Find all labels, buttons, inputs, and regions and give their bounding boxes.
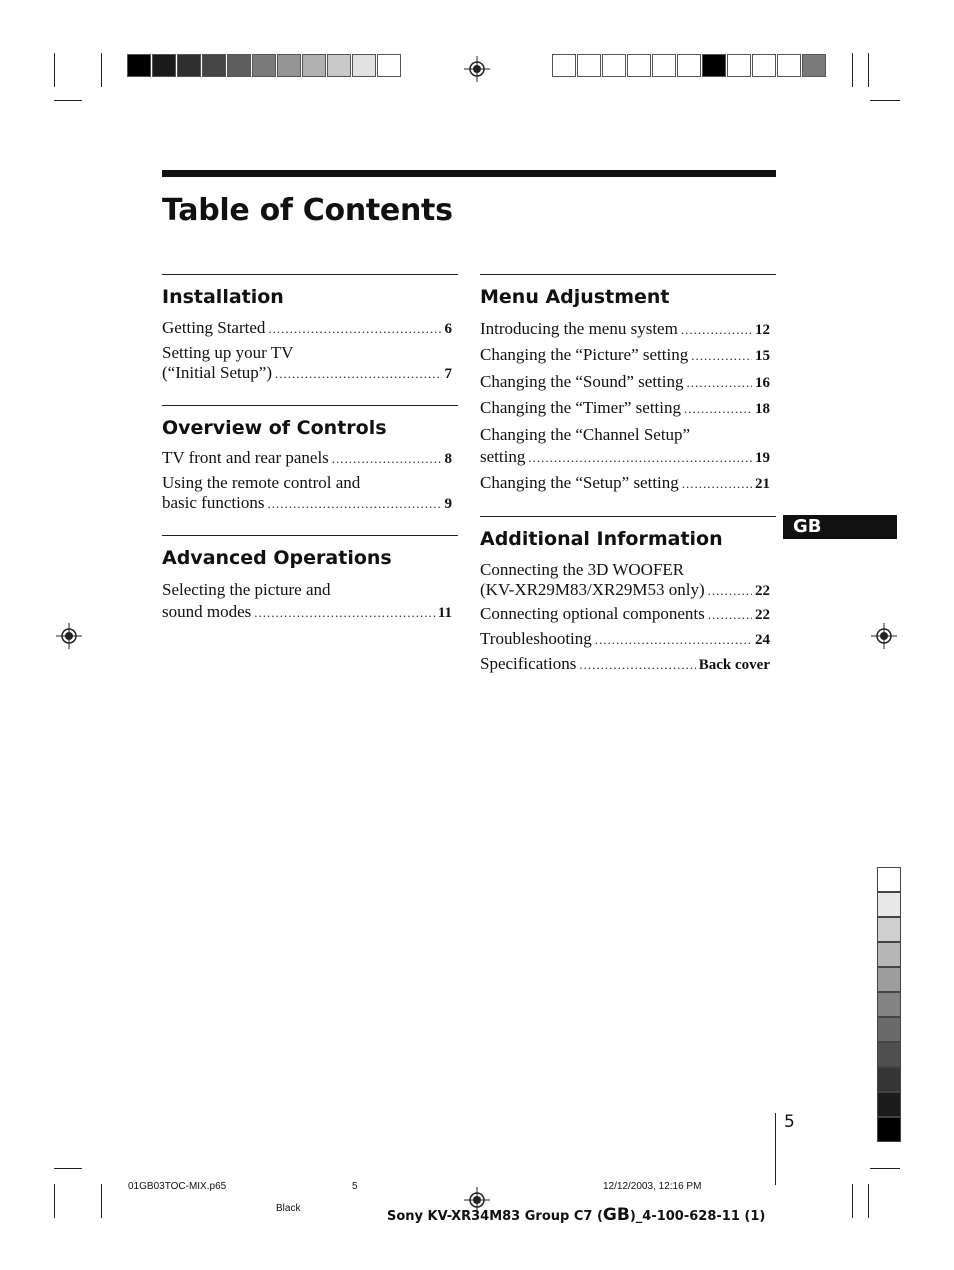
toc-entry-text: Selecting the picture and	[162, 580, 331, 599]
toc-page-number: 8	[444, 451, 452, 467]
crop-mark	[852, 53, 853, 87]
section-rule	[480, 274, 776, 275]
language-tab	[783, 515, 897, 539]
toc-entry-text: Getting Started	[162, 318, 266, 337]
toc-page-number: 12	[755, 322, 770, 338]
section-heading-menu-adjustment: Menu Adjustment	[480, 286, 670, 308]
toc-entry-text: setting	[480, 447, 526, 466]
toc-entry-text: Changing the “Timer” setting	[480, 398, 681, 417]
color-swatch	[877, 1067, 901, 1092]
toc-entry[interactable]	[480, 398, 770, 419]
leader-dots	[579, 655, 695, 675]
section-rule	[162, 274, 458, 275]
left-column	[162, 0, 458, 1270]
toc-entry-text: Changing the “Channel Setup”	[480, 425, 691, 444]
crop-mark	[868, 53, 869, 87]
right-column	[480, 0, 776, 1270]
toc-entry[interactable]	[480, 319, 770, 340]
toc-entry[interactable]	[480, 654, 770, 675]
crop-mark	[101, 53, 102, 87]
toc-entry-text: Changing the “Picture” setting	[480, 345, 689, 364]
toc-page-number: 24	[755, 632, 770, 648]
color-swatch	[877, 1117, 901, 1142]
toc-page-number: 18	[755, 401, 770, 417]
leader-dots	[708, 581, 752, 601]
crop-mark	[870, 100, 900, 101]
crop-mark	[852, 1184, 853, 1218]
toc-entry-text: Connecting the 3D WOOFER	[480, 560, 685, 579]
toc-page-number: 21	[755, 476, 770, 492]
toc-entry-text: Changing the “Sound” setting	[480, 372, 684, 391]
color-swatch	[777, 54, 801, 77]
toc-page-number: 9	[444, 496, 452, 512]
footer-model	[387, 1205, 765, 1225]
crop-mark	[54, 1184, 55, 1218]
toc-entry-text: Using the remote control and	[162, 473, 361, 492]
toc-page-number: Back cover	[698, 657, 770, 673]
section-heading-overview-of-controls: Overview of Controls	[162, 417, 387, 439]
toc-page-number: 22	[755, 607, 770, 623]
crop-mark	[54, 100, 82, 101]
section-rule	[162, 405, 458, 406]
color-swatch	[802, 54, 826, 77]
toc-entry[interactable]	[480, 604, 770, 625]
toc-entry[interactable]	[480, 629, 770, 650]
toc-entry-text: TV front and rear panels	[162, 448, 329, 467]
crop-mark	[54, 1168, 82, 1169]
crop-mark	[868, 1184, 869, 1218]
footer-model-prefix: Sony KV-XR34M83 Group C7 (	[387, 1209, 603, 1224]
toc-entry-text: basic functions	[162, 493, 265, 512]
color-swatch	[877, 867, 901, 892]
section-rule	[480, 516, 776, 517]
leader-dots	[595, 630, 752, 650]
footer-color: Black	[276, 1203, 301, 1214]
toc-entry-text: Introducing the menu system	[480, 319, 678, 338]
leader-dots	[687, 373, 752, 393]
page-number: 5	[784, 1112, 795, 1132]
leader-dots	[681, 320, 752, 340]
toc-page-number: 7	[444, 366, 452, 382]
color-swatch	[877, 1017, 901, 1042]
color-swatch	[877, 1092, 901, 1117]
toc-entry-text: Setting up your TV	[162, 343, 294, 362]
toc-entry[interactable]	[162, 580, 452, 623]
toc-entry-text: Specifications	[480, 654, 577, 673]
language-tab-label: GB	[793, 516, 822, 537]
leader-dots	[528, 448, 752, 468]
toc-entry-text: Troubleshooting	[480, 629, 592, 648]
leader-dots	[332, 449, 442, 469]
toc-entry[interactable]	[162, 318, 452, 339]
toc-entry-text: Connecting optional components	[480, 604, 705, 623]
toc-entry[interactable]	[162, 473, 452, 514]
crop-mark	[54, 53, 55, 87]
toc-entry[interactable]	[480, 560, 770, 601]
color-swatch	[877, 1042, 901, 1067]
registration-mark-icon	[56, 623, 82, 649]
section-heading-installation: Installation	[162, 286, 284, 308]
leader-dots	[275, 364, 442, 384]
toc-entry[interactable]	[480, 372, 770, 393]
footer-filename: 01GB03TOC-MIX.p65	[128, 1181, 227, 1192]
crop-mark	[101, 1184, 102, 1218]
footer-model-suffix: )_4-100-628-11 (1)	[629, 1209, 766, 1224]
toc-entry-text: Changing the “Setup” setting	[480, 473, 679, 492]
leader-dots	[682, 474, 752, 494]
page-number-rule	[775, 1113, 776, 1185]
leader-dots	[267, 494, 441, 514]
toc-entry-text: (KV-XR29M83/XR29M53 only)	[480, 580, 705, 599]
leader-dots	[254, 603, 435, 623]
leader-dots	[691, 346, 752, 366]
color-swatch	[877, 967, 901, 992]
color-swatch	[877, 917, 901, 942]
toc-page-number: 15	[755, 348, 770, 364]
footer-model-gb: GB	[602, 1205, 630, 1225]
toc-page-number: 19	[755, 450, 770, 466]
leader-dots	[708, 605, 752, 625]
toc-entry[interactable]	[162, 448, 452, 469]
crop-mark	[870, 1168, 900, 1169]
toc-page-number: 11	[437, 605, 452, 621]
toc-entry[interactable]	[480, 425, 770, 468]
color-swatch	[877, 992, 901, 1017]
registration-mark-icon	[871, 623, 897, 649]
footer-page: 5	[352, 1181, 358, 1192]
section-heading-advanced-operations: Advanced Operations	[162, 547, 392, 569]
toc-page-number: 6	[444, 321, 452, 337]
page-title: Table of Contents	[162, 193, 453, 228]
toc-page-number: 22	[755, 583, 770, 599]
toc-entry[interactable]	[480, 473, 770, 494]
toc-entry-text: sound modes	[162, 602, 252, 621]
color-swatch	[877, 892, 901, 917]
toc-page-number: 16	[755, 375, 770, 391]
toc-entry-text: (“Initial Setup”)	[162, 363, 272, 382]
section-rule	[162, 535, 458, 536]
footer-datetime: 12/12/2003, 12:16 PM	[603, 1181, 702, 1192]
color-swatch	[127, 54, 151, 77]
toc-entry[interactable]	[162, 343, 452, 384]
leader-dots	[684, 399, 752, 419]
section-heading-additional-information: Additional Information	[480, 528, 723, 550]
leader-dots	[268, 319, 441, 339]
toc-entry[interactable]	[480, 345, 770, 366]
color-swatch	[877, 942, 901, 967]
